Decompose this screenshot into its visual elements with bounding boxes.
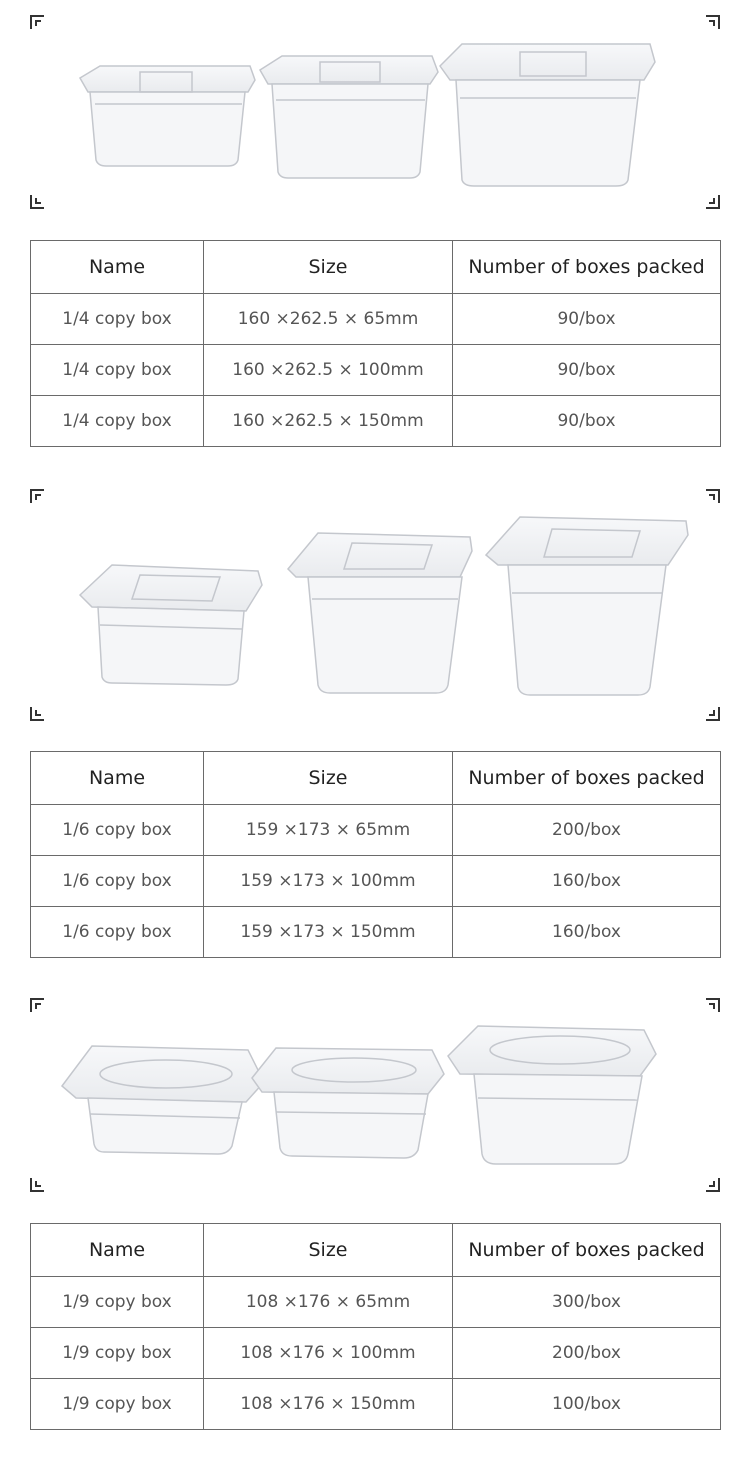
table-row (31, 396, 721, 447)
header-name: Name (31, 241, 204, 294)
header-packed: Number of boxes packed (453, 752, 721, 805)
pan-150mm (486, 517, 688, 695)
cell-packed: 200/box (453, 805, 721, 856)
spec-table-sixth (30, 751, 721, 958)
cell-size: 160 ×262.5 × 100mm (204, 345, 453, 396)
cell-size: 108 ×176 × 65mm (204, 1277, 453, 1328)
cell-name: 1/6 copy box (31, 805, 204, 856)
spec-table-ninth (30, 1223, 721, 1430)
cell-packed: 100/box (453, 1379, 721, 1430)
cell-packed: 160/box (453, 907, 721, 958)
table-row (31, 294, 721, 345)
cell-packed: 160/box (453, 856, 721, 907)
cell-size: 160 ×262.5 × 65mm (204, 294, 453, 345)
cell-packed: 90/box (453, 345, 721, 396)
cell-size: 159 ×173 × 150mm (204, 907, 453, 958)
table-row (31, 907, 721, 958)
pan-150mm (440, 44, 655, 186)
table-header-row (31, 752, 721, 805)
cell-name: 1/4 copy box (31, 294, 204, 345)
spec-table-quarter (30, 240, 721, 447)
product-photo-ninth-pans (0, 998, 750, 1188)
pan-65mm (62, 1046, 264, 1154)
cell-size: 160 ×262.5 × 150mm (204, 396, 453, 447)
cell-name: 1/9 copy box (31, 1277, 204, 1328)
pan-150mm (448, 1026, 656, 1164)
cell-size: 108 ×176 × 100mm (204, 1328, 453, 1379)
table-header-row (31, 1224, 721, 1277)
table-row (31, 856, 721, 907)
cell-name: 1/9 copy box (31, 1328, 204, 1379)
cell-packed: 90/box (453, 396, 721, 447)
header-packed: Number of boxes packed (453, 241, 721, 294)
header-name: Name (31, 752, 204, 805)
pan-65mm (80, 565, 262, 685)
cell-size: 159 ×173 × 100mm (204, 856, 453, 907)
cell-name: 1/6 copy box (31, 907, 204, 958)
header-size: Size (204, 752, 453, 805)
header-name: Name (31, 1224, 204, 1277)
cell-size: 108 ×176 × 150mm (204, 1379, 453, 1430)
cell-packed: 90/box (453, 294, 721, 345)
cell-name: 1/6 copy box (31, 856, 204, 907)
table-row (31, 805, 721, 856)
header-size: Size (204, 1224, 453, 1277)
table-row (31, 1379, 721, 1430)
product-photo-quarter-pans (0, 0, 750, 200)
table-row (31, 345, 721, 396)
header-packed: Number of boxes packed (453, 1224, 721, 1277)
cell-name: 1/4 copy box (31, 345, 204, 396)
table-row (31, 1277, 721, 1328)
pan-100mm (252, 1048, 444, 1158)
cell-packed: 300/box (453, 1277, 721, 1328)
table-row (31, 1328, 721, 1379)
pan-100mm (260, 56, 438, 178)
cell-name: 1/9 copy box (31, 1379, 204, 1430)
pan-65mm (80, 66, 255, 166)
cell-name: 1/4 copy box (31, 396, 204, 447)
pan-100mm (288, 533, 472, 693)
cell-packed: 200/box (453, 1328, 721, 1379)
table-header-row (31, 241, 721, 294)
product-photo-sixth-pans (0, 489, 750, 714)
header-size: Size (204, 241, 453, 294)
cell-size: 159 ×173 × 65mm (204, 805, 453, 856)
